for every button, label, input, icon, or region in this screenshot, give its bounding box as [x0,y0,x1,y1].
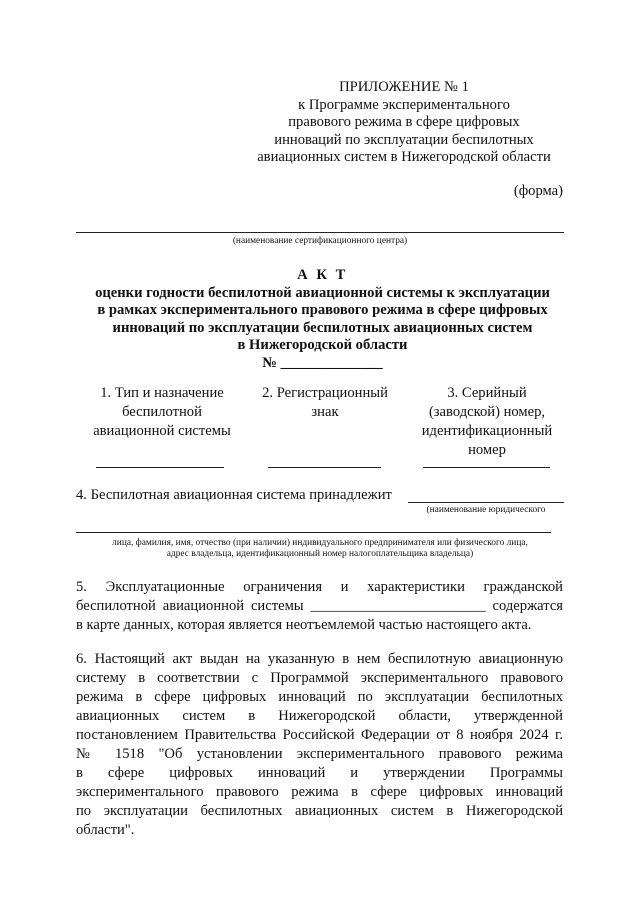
appendix-line: авиационных систем в Нижегородской области [257,149,551,165]
act-title-line: оценки годности беспилотной авиационной системы к эксплуатации [95,284,550,301]
act-title-line: в Нижегородской области [237,337,408,353]
para5-blank: ________________________ [310,598,486,614]
column-type [80,384,244,441]
serial-field-line [423,467,550,468]
appendix-header [240,79,568,167]
column-type-line: авиационной системы [93,423,231,439]
column-registration-line: знак [311,404,339,420]
para6-line: режима в сфере цифровых инноваций по эксплуатации беспилотных [76,689,563,705]
para5-word: ограничения [243,579,323,595]
para5-word: гражданской [483,579,563,595]
act-number: № ______________ [262,354,383,371]
para5-word: беспилотной [76,598,156,614]
form-mark: (форма) [513,183,563,199]
para5-line [76,597,563,616]
column-serial-line: 3. Серийный [447,385,527,401]
column-registration-line: 2. Регистрационный [262,385,388,401]
para5-word: и [340,579,349,595]
owner-caption-line: лица, фамилия, имя, отчество (при наличии) индивидуального предпринимателя или физического лица, [112,538,528,548]
para6-line: экспериментального правового режима в сфере цифровых инноваций [76,784,563,800]
para5-word: 5. [76,579,87,595]
para5-word: Эксплуатационные [105,579,225,595]
cert-center-line [76,232,564,233]
act-title-word: А К Т [297,267,348,283]
para5-line [76,578,563,597]
para6-line: в сфере цифровых инноваций и утверждении Программы [76,765,563,781]
registration-field-line [268,467,381,468]
act-title-line: инноваций по эксплуатации беспилотных авиационных систем [112,319,533,336]
para5-word: характеристики [367,579,465,595]
type-field-line [96,467,224,468]
para6-line: систему в соответствии с Программой экспериментального правового [76,670,563,686]
para6-line: постановлением Правительства Российской Федерации от 8 ноября 2024 г. [76,727,563,743]
para6-line: области". [76,822,135,838]
column-serial [412,384,562,460]
column-serial-line: идентификационный [421,423,553,439]
owner-field-line-2 [76,532,551,533]
owner-caption-line: адрес владельца, идентификационный номер налогоплательщика владельца) [166,549,474,559]
appendix-line: правового режима в сфере цифровых [288,114,520,130]
para5-word: содержатся [492,598,564,614]
column-serial-line: (заводской) номер, [428,404,546,420]
appendix-line: ПРИЛОЖЕНИЕ № 1 [339,79,469,95]
para5-line: в карте данных, которая является неотъемлемой частью настоящего акта. [76,617,532,633]
para5-word: авиационной [162,598,245,614]
act-title [60,267,585,372]
column-serial-line: номер [468,442,506,458]
para5-word: системы [250,598,304,614]
owner-label: 4. Беспилотная авиационная система принадлежит [76,487,392,503]
para6-line: 6. Настоящий акт выдан на указанную в нем беспилотную авиационную [76,651,563,667]
para6-line: № 1518 "Об установлении экспериментального правового режима [76,746,563,762]
column-type-line: беспилотной [122,404,202,420]
para6-line: авиационных систем в Нижегородской области, утвержденной [76,708,563,724]
owner-field-line [408,502,564,503]
column-registration [250,384,400,422]
column-type-line: 1. Тип и назначение [100,385,224,401]
appendix-line: инноваций по эксплуатации беспилотных [274,131,534,148]
para6-line: по эксплуатации беспилотных авиационных систем в Нижегородской [76,803,563,819]
owner-caption-right: (наименование юридического [426,505,546,515]
appendix-line: к Программе экспериментального [298,96,510,113]
cert-center-caption: (наименование сертификационного центра) [232,236,408,246]
act-title-line: в рамках экспериментального правового режима в сфере цифровых [97,302,548,318]
